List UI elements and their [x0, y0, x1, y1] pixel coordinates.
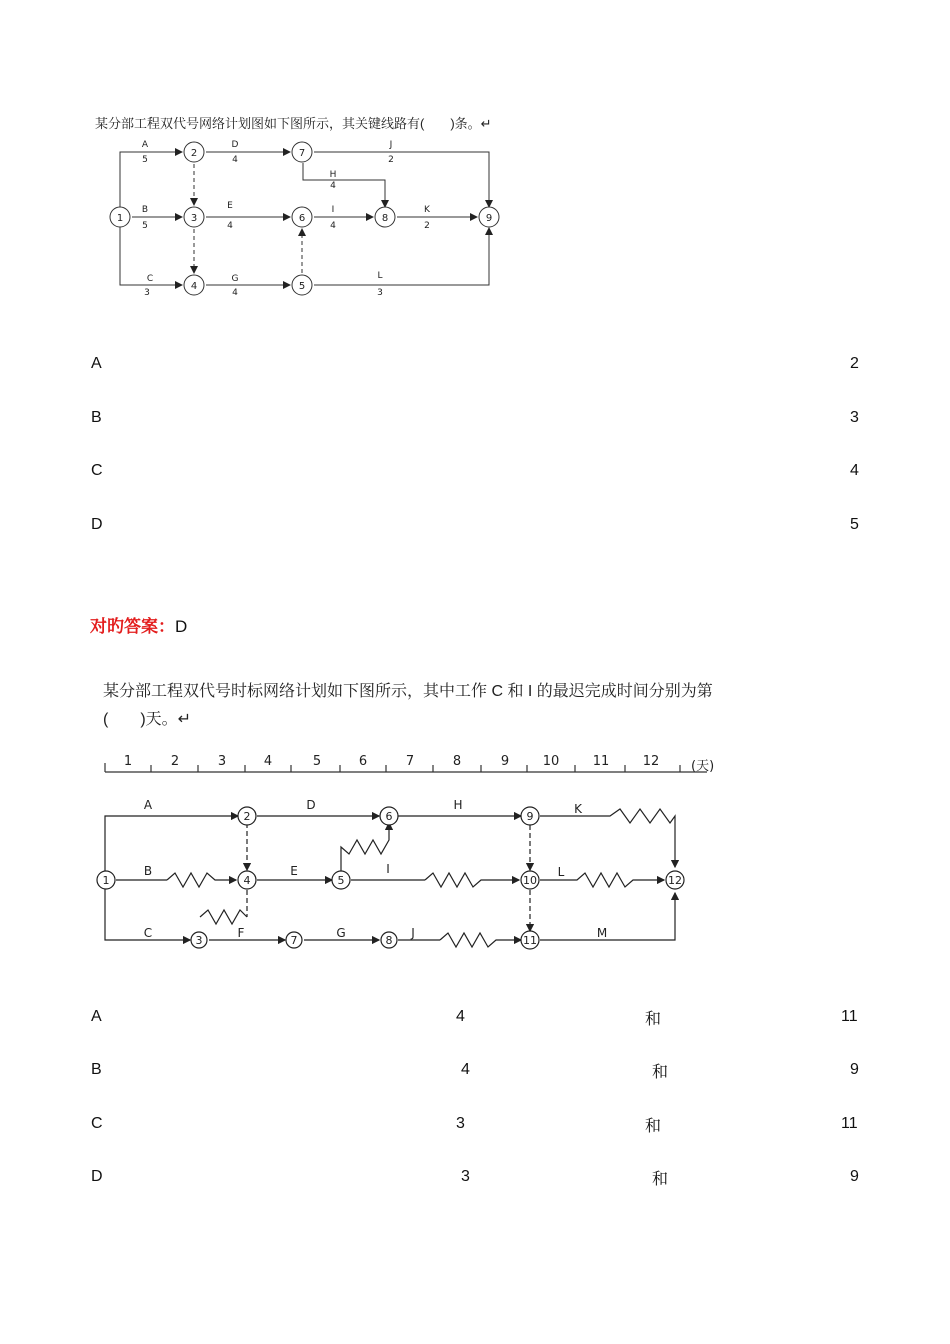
- svg-text:5: 5: [142, 221, 148, 231]
- svg-text:(天): (天): [691, 759, 715, 774]
- question-2-text: [103, 678, 783, 734]
- node-label: 4: [190, 281, 198, 292]
- svg-text:2: 2: [388, 155, 394, 165]
- svg-text:7: 7: [290, 934, 298, 947]
- option-b-second: 9: [850, 1061, 859, 1078]
- svg-text:5: 5: [142, 155, 148, 165]
- svg-text:12: 12: [642, 754, 660, 769]
- option-c-value: 4: [850, 462, 859, 479]
- option-a-and: 和: [645, 1011, 662, 1028]
- option-b-letter[interactable]: B: [91, 409, 102, 426]
- option-c-second: 11: [841, 1115, 858, 1132]
- option-d-letter[interactable]: D: [91, 516, 103, 533]
- question-2-line-1: 某分部工程双代号时标网络计划如下图所示，其中工作 C 和 I 的最迟完成时间分别为第: [103, 683, 713, 700]
- option-c-and: 和: [645, 1118, 662, 1135]
- svg-text:E: E: [290, 864, 298, 878]
- option-b-and: 和: [652, 1064, 669, 1081]
- svg-text:H: H: [453, 798, 463, 812]
- svg-text:G: G: [336, 926, 346, 940]
- node-label: 5: [298, 281, 306, 292]
- svg-text:5: 5: [337, 874, 345, 887]
- svg-text:K: K: [424, 205, 430, 215]
- svg-text:A: A: [141, 140, 149, 150]
- svg-text:B: B: [141, 205, 149, 215]
- svg-text:6: 6: [385, 810, 393, 823]
- svg-text:I: I: [331, 205, 335, 215]
- answer-line: [90, 612, 187, 637]
- svg-text:9: 9: [526, 810, 534, 823]
- option-b-letter[interactable]: B: [91, 1061, 102, 1078]
- option-a-letter[interactable]: A: [91, 355, 102, 372]
- option-b-value: 3: [850, 409, 859, 426]
- svg-text:F: F: [237, 926, 245, 940]
- question-2-line-2: ( )天。↵: [103, 711, 192, 728]
- svg-text:12: 12: [668, 874, 682, 887]
- svg-text:8: 8: [385, 934, 393, 947]
- svg-text:4: 4: [227, 221, 233, 231]
- svg-text:J: J: [389, 140, 393, 150]
- option-d-second: 9: [850, 1168, 859, 1185]
- option-a-second: 11: [841, 1008, 858, 1025]
- option-d-and: 和: [652, 1171, 669, 1188]
- option-c-letter[interactable]: C: [91, 462, 103, 479]
- node-label: 8: [381, 213, 389, 224]
- svg-text:1: 1: [102, 874, 110, 887]
- node-label: 7: [298, 148, 306, 159]
- svg-text:G: G: [231, 274, 239, 284]
- svg-text:B: B: [143, 864, 153, 878]
- svg-text:H: H: [329, 170, 337, 180]
- svg-text:2: 2: [243, 810, 251, 823]
- svg-text:3: 3: [144, 288, 150, 298]
- svg-text:J: J: [411, 926, 415, 940]
- svg-text:3: 3: [217, 754, 227, 769]
- option-b-first: 4: [461, 1061, 470, 1078]
- option-d-letter[interactable]: D: [91, 1168, 103, 1185]
- svg-text:8: 8: [452, 754, 462, 769]
- svg-text:10: 10: [523, 874, 537, 887]
- node-label: 9: [485, 213, 493, 224]
- svg-text:4: 4: [232, 288, 238, 298]
- svg-text:L: L: [557, 865, 565, 879]
- svg-text:D: D: [231, 140, 239, 150]
- question-1-text: 某分部工程双代号网络计划图如下图所示，其关键线路有( )条。↵: [95, 116, 492, 131]
- svg-text:11: 11: [592, 754, 610, 769]
- answer-value: D: [175, 617, 188, 636]
- svg-text:4: 4: [263, 754, 273, 769]
- node-label: 1: [116, 213, 124, 224]
- svg-text:7: 7: [405, 754, 415, 769]
- svg-text:E: E: [227, 201, 233, 211]
- svg-text:4: 4: [243, 874, 251, 887]
- svg-text:K: K: [574, 802, 582, 816]
- svg-text:3: 3: [195, 934, 203, 947]
- svg-text:2: 2: [170, 754, 180, 769]
- svg-text:L: L: [377, 271, 383, 281]
- svg-text:3: 3: [377, 288, 383, 298]
- node-label: 3: [190, 213, 198, 224]
- answer-label: 对旳答案：: [90, 617, 175, 636]
- node-label: 2: [190, 148, 198, 159]
- option-d-first: 3: [461, 1168, 470, 1185]
- svg-text:I: I: [386, 862, 390, 876]
- svg-text:5: 5: [312, 754, 322, 769]
- svg-text:M: M: [596, 926, 608, 940]
- option-a-letter[interactable]: A: [91, 1008, 102, 1025]
- svg-text:10: 10: [542, 754, 560, 769]
- timescale-network-diagram: [95, 745, 735, 955]
- svg-text:C: C: [146, 274, 154, 284]
- option-a-value: 2: [850, 355, 859, 372]
- svg-text:4: 4: [232, 155, 238, 165]
- svg-text:A: A: [143, 798, 153, 812]
- svg-text:9: 9: [500, 754, 510, 769]
- option-c-letter[interactable]: C: [91, 1115, 103, 1132]
- svg-text:6: 6: [358, 754, 368, 769]
- svg-text:1: 1: [123, 754, 133, 769]
- svg-text:2: 2: [424, 221, 430, 231]
- svg-text:4: 4: [330, 221, 336, 231]
- svg-text:4: 4: [330, 181, 336, 191]
- node-label: 6: [298, 213, 306, 224]
- svg-text:D: D: [306, 798, 316, 812]
- network-diagram-1: [95, 135, 525, 305]
- option-c-first: 3: [456, 1115, 465, 1132]
- svg-text:C: C: [143, 926, 153, 940]
- svg-text:11: 11: [523, 934, 537, 947]
- option-a-first: 4: [456, 1008, 465, 1025]
- option-d-value: 5: [850, 516, 859, 533]
